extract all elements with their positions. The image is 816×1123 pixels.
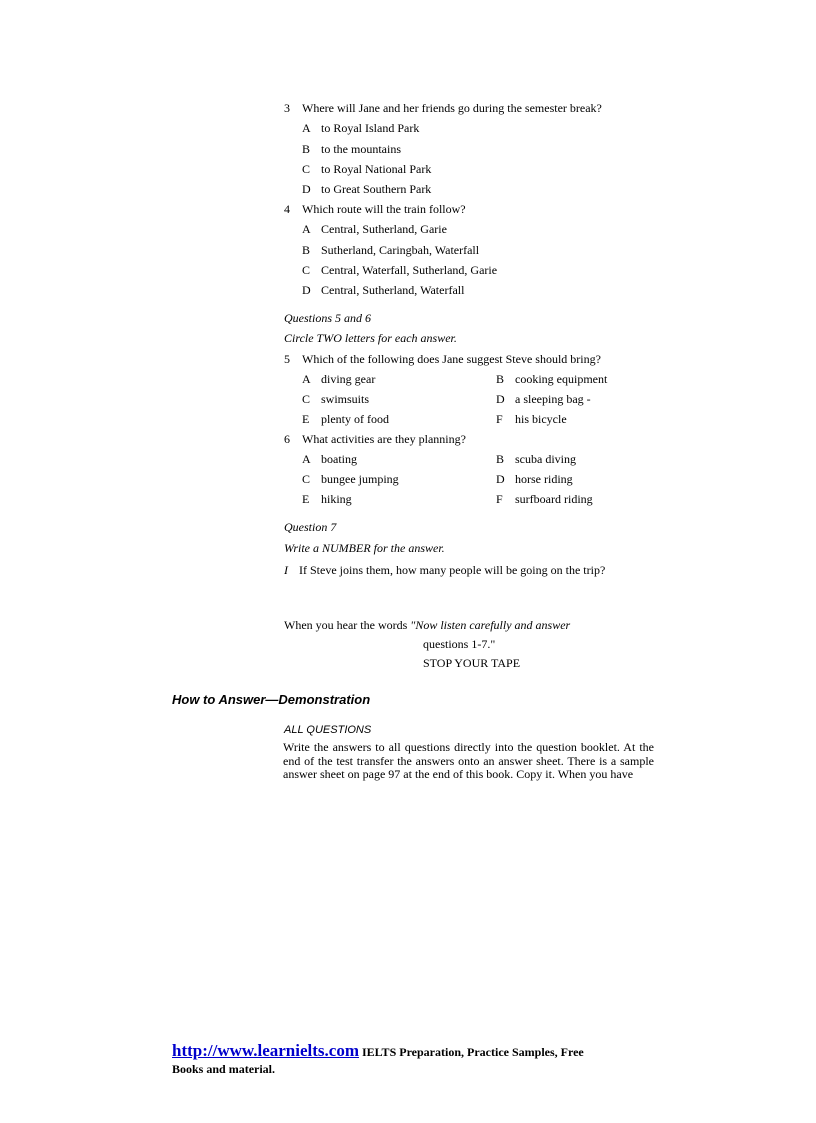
footer-line2: Books and material. <box>172 1062 276 1076</box>
section-instruction-5-6: Circle TWO letters for each answer. <box>284 331 457 345</box>
option-q6-f: F surfboard riding <box>496 492 593 506</box>
option-q6-a: A boating <box>302 452 357 466</box>
footer-line1 <box>172 1041 584 1062</box>
question-number: 6 <box>284 432 290 446</box>
option-q5-b: B cooking equipment <box>496 372 608 386</box>
question-5 <box>284 352 601 366</box>
question-6 <box>284 432 466 446</box>
option-q4-a: A Central, Sutherland, Garie <box>302 222 447 236</box>
question-text: Where will Jane and her friends go during the semester break? <box>302 101 602 115</box>
question-number: 3 <box>284 101 290 115</box>
option-q5-d: D a sleeping bag - <box>496 392 591 406</box>
question-7 <box>284 563 605 577</box>
stop-instruction-line1: When you hear the words "Now listen carefully and answer <box>284 618 571 632</box>
option-q6-b: B scuba diving <box>496 452 576 466</box>
option-q4-b: B Sutherland, Caringbah, Waterfall <box>302 243 480 257</box>
option-q3-a: A to Royal Island Park <box>302 121 420 135</box>
question-text: If Steve joins them, how many people will be going on the trip? <box>299 563 606 577</box>
question-4 <box>284 202 466 216</box>
section-heading-5-6: Questions 5 and 6 <box>284 311 371 325</box>
question-3 <box>284 101 602 115</box>
footer-text: IELTS Preparation, Practice Samples, Free <box>358 1045 584 1059</box>
all-questions-subheading: ALL QUESTIONS <box>284 724 372 736</box>
option-q6-c: C bungee jumping <box>302 472 399 486</box>
option-q4-d: D Central, Sutherland, Waterfall <box>302 283 465 297</box>
footer-link[interactable]: http://www.learnielts.com <box>172 1041 359 1060</box>
stop-your-tape: STOP YOUR TAPE <box>423 656 521 670</box>
option-q3-c: C to Royal National Park <box>302 162 432 176</box>
option-q3-b: B to the mountains <box>302 142 401 156</box>
section-heading-7: Question 7 <box>284 520 337 534</box>
option-q5-f: F his bicycle <box>496 412 567 426</box>
demonstration-paragraph: Write the answers to all questions directly into the question booklet. At the end of the test transfer the answers onto an answer sheet. There is a sample answer sheet on page 97 at the end of this book. Copy it. When you have <box>283 740 654 781</box>
question-text: Which of the following does Jane suggest Steve should bring? <box>302 352 601 366</box>
question-number: I <box>284 563 288 577</box>
demonstration-heading: How to Answer—Demonstration <box>172 692 371 707</box>
option-q5-e: E plenty of food <box>302 412 389 426</box>
option-q4-c: C Central, Waterfall, Sutherland, Garie <box>302 263 498 277</box>
option-q3-d: D to Great Southern Park <box>302 182 432 196</box>
option-q5-a: A diving gear <box>302 372 376 386</box>
question-text: Which route will the train follow? <box>302 202 466 216</box>
option-q6-d: D horse riding <box>496 472 573 486</box>
question-number: 5 <box>284 352 290 366</box>
question-text: What activities are they planning? <box>302 432 466 446</box>
option-q5-c: C swimsuits <box>302 392 370 406</box>
section-instruction-7: Write a NUMBER for the answer. <box>284 541 445 555</box>
stop-instruction-line2: questions 1-7." <box>423 637 496 651</box>
question-number: 4 <box>284 202 290 216</box>
option-q6-e: E hiking <box>302 492 352 506</box>
